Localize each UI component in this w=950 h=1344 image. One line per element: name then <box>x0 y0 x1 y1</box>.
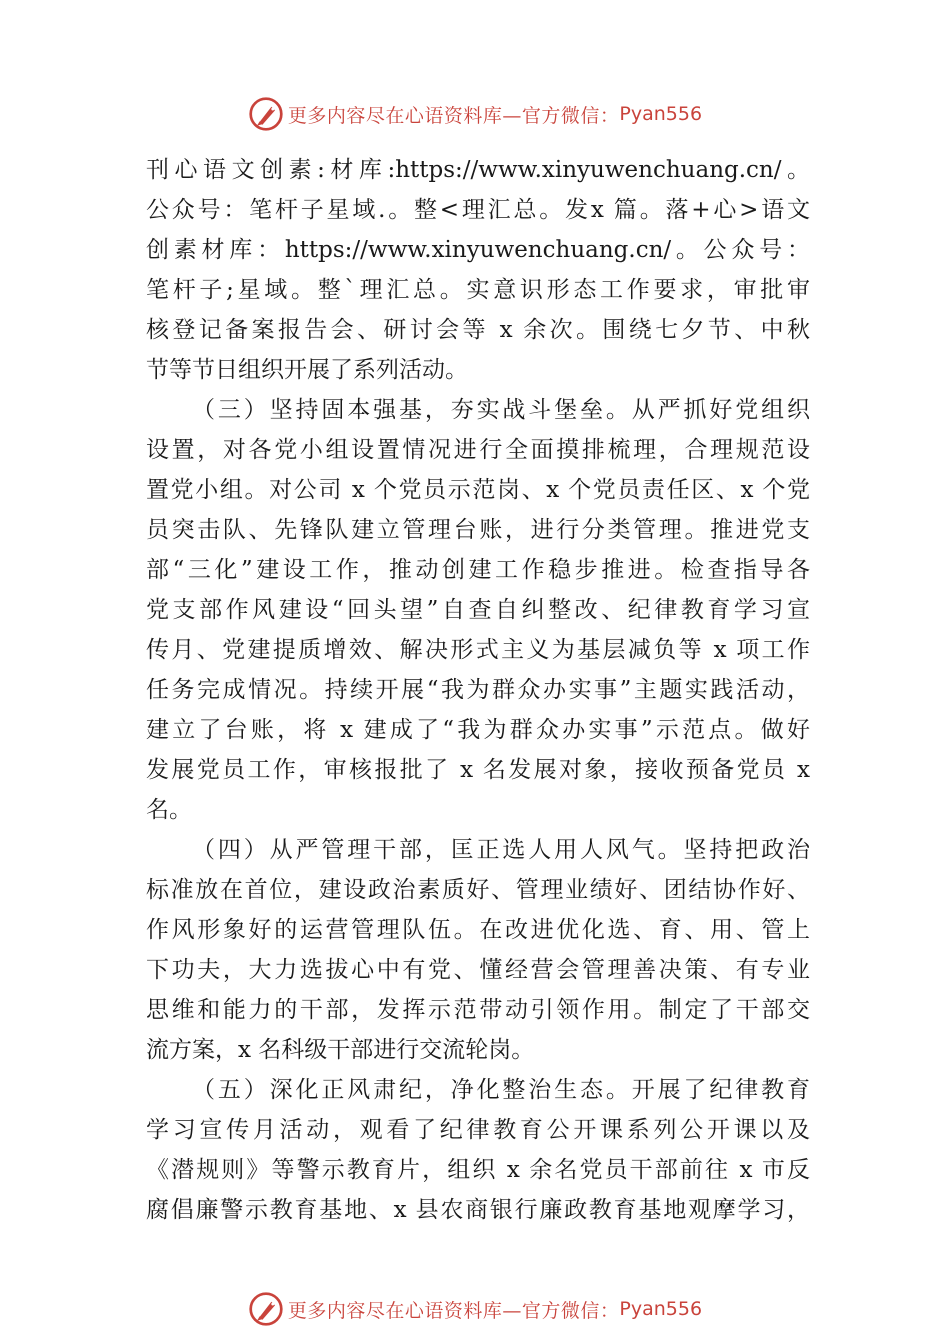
body-line: 节等节日组织开展了系列活动。 <box>146 357 468 383</box>
body-line: 标准放在首位，建设政治素质好、管理业绩好、团结协作好、 <box>146 877 810 903</box>
fountain-pen-icon <box>248 96 284 132</box>
body-line: 《潜规则》等警示教育片，组织 x 余名党员干部前往 x 市反 <box>146 1157 810 1183</box>
body-line: 流方案，x 名科级干部进行交流轮岗。 <box>146 1037 535 1063</box>
body-line: 腐倡廉警示教育基地、x 县农商银行廉政教育基地观摩学习， <box>146 1197 810 1223</box>
body-line: 传月、党建提质增效、解决形式主义为基层减负等 x 项工作 <box>146 637 810 663</box>
body-line: 思维和能力的干部，发挥示范带动引领作用。制定了干部交 <box>146 997 810 1023</box>
body-line: 刊心语文创素:材库:https://www.xinyuwenchuang.cn/。 <box>146 157 810 183</box>
page-header-banner <box>0 94 950 134</box>
page-footer-banner <box>0 1289 950 1329</box>
body-line: 任务完成情况。持续开展“我为群众办实事”主题实践活动， <box>146 677 810 703</box>
body-line: 笔杆子;星域。整`理汇总。实意识形态工作要求，审批审 <box>146 277 810 303</box>
body-line: 名。 <box>146 797 192 823</box>
body-line: 公众号：笔杆子星域.。整<理汇总。发x 篇。落+心>语文 <box>146 197 810 223</box>
body-line: 创素材库：https://www.xinyuwenchuang.cn/。公众号： <box>146 237 810 263</box>
body-line: 学习宣传月活动，观看了纪律教育公开课系列公开课以及 <box>146 1117 810 1143</box>
paragraph-heading-3: （三）坚持固本强基，夯实战斗堡垒。从严抓好党组织 <box>192 397 810 423</box>
footer-text: 更多内容尽在心语资料库—官方微信： <box>287 1299 620 1322</box>
document-body <box>146 150 810 1230</box>
fountain-pen-icon <box>248 1291 284 1327</box>
header-wechat-id: Pyan556 <box>619 103 703 125</box>
footer-wechat-id: Pyan556 <box>619 1298 703 1320</box>
body-line: 作风形象好的运营管理队伍。在改进优化选、育、用、管上 <box>146 917 810 943</box>
header-text: 更多内容尽在心语资料库—官方微信： <box>287 104 620 127</box>
body-line: 发展党员工作，审核报批了 x 名发展对象，接收预备党员 x <box>146 757 810 783</box>
body-line: 置党小组。对公司 x 个党员示范岗、x 个党员责任区、x 个党 <box>146 477 810 503</box>
body-line: 部“三化”建设工作，推动创建工作稳步推进。检查指导各 <box>146 557 810 583</box>
body-line: 下功夫，大力选拔心中有党、懂经营会管理善决策、有专业 <box>146 957 810 983</box>
paragraph-heading-5: （五）深化正风肃纪，净化整治生态。开展了纪律教育 <box>192 1077 810 1103</box>
body-line: 员突击队、先锋队建立管理台账，进行分类管理。推进党支 <box>146 517 810 543</box>
paragraph-heading-4: （四）从严管理干部，匡正选人用人风气。坚持把政治 <box>192 837 810 863</box>
body-line: 党支部作风建设“回头望”自查自纠整改、纪律教育学习宣 <box>146 597 810 623</box>
body-line: 核登记备案报告会、研讨会等 x 余次。围绕七夕节、中秋 <box>146 317 810 343</box>
body-line: 建立了台账，将 x 建成了“我为群众办实事”示范点。做好 <box>146 717 810 743</box>
body-line: 设置，对各党小组设置情况进行全面摸排梳理，合理规范设 <box>146 437 810 463</box>
